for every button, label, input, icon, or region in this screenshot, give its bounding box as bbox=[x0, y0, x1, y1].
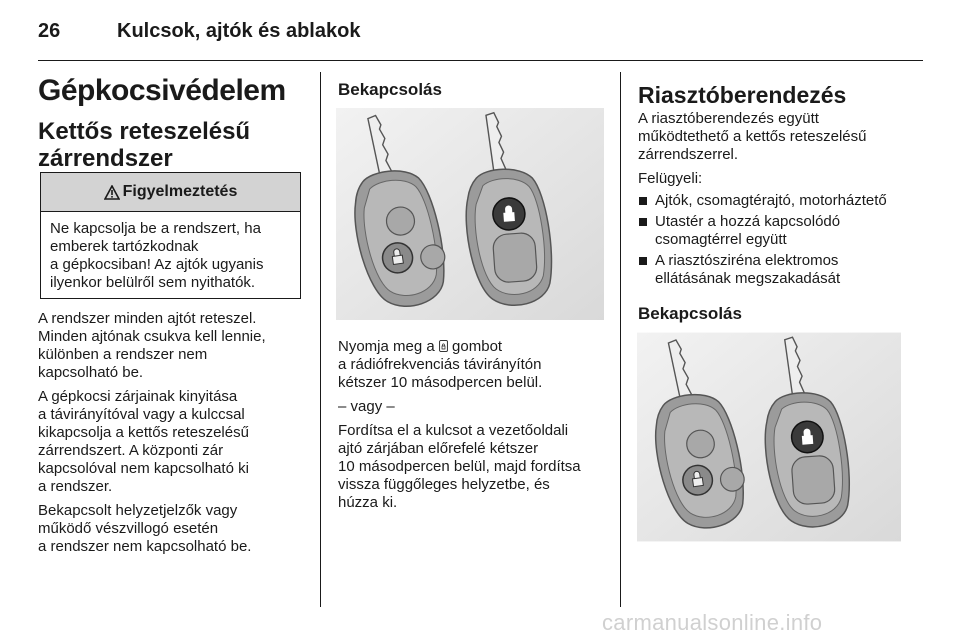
paragraph: Fordítsa el a kulcsot a vezetőoldali ajtó zárjában előrefelé kétszer 10 másodpercen belül, majd fordítsa vissza függőleges helyzetbe, és húzza ki. bbox=[338, 422, 581, 511]
left-body-text bbox=[38, 310, 313, 562]
column-divider bbox=[320, 72, 321, 607]
warning-box bbox=[40, 172, 301, 299]
warning-header bbox=[41, 173, 300, 212]
paragraph: A rendszer minden ajtót reteszel. Minden ajtónak csukva kell lennie, különben a rendszer nem kapcsolható be. bbox=[38, 310, 266, 381]
chapter-title: Kulcsok, ajtók és ablakok bbox=[117, 20, 361, 42]
middle-body-text bbox=[338, 338, 616, 518]
lock-symbol-icon bbox=[439, 340, 448, 352]
watermark: carmanualsonline.info bbox=[602, 610, 823, 635]
monitors-label: Felügyeli: bbox=[638, 170, 703, 187]
remote-key-illustration bbox=[336, 108, 604, 320]
warning-text: Ne kapcsolja be a rendszert, ha emberek tartózkodnak a gépkocsiban! Az ajtók ugyanis ilyenkor belülről sem nyithatók. bbox=[50, 220, 264, 291]
subsection-title: Kettős reteszelésű zárrendszer bbox=[38, 118, 251, 172]
paragraph: A riasztóberendezés együtt működtethető a kettős reteszelésű zárrendszerrel. bbox=[638, 110, 867, 163]
heading-activation: Bekapcsolás bbox=[338, 80, 442, 99]
section-title-alarm: Riasztóberendezés bbox=[638, 82, 847, 108]
section-title: Gépkocsivédelem bbox=[38, 74, 286, 107]
column-divider bbox=[620, 72, 621, 607]
list-item: A riasztósziréna elektromos ellátásának megszakadását bbox=[638, 252, 928, 288]
or-separator: – vagy – bbox=[338, 398, 395, 415]
warning-triangle-icon bbox=[104, 185, 120, 200]
warning-label: Figyelmeztetés bbox=[122, 183, 238, 200]
paragraph: Bekapcsolt helyzetjelzők vagy működő vészvillogó esetén a rendszer nem kapcsolható be. bbox=[38, 502, 252, 555]
paragraph: Nyomja meg a gombot a rádiófrekvenciás távirányítón kétszer 10 másodpercen belül. bbox=[338, 338, 543, 391]
unlock-button-icon bbox=[791, 455, 836, 505]
unlock-button-icon bbox=[492, 232, 537, 283]
header-rule bbox=[38, 60, 923, 61]
list-item: Utastér a hozzá kapcsolódó csomagtérrel együtt bbox=[638, 213, 928, 249]
page-number: 26 bbox=[38, 20, 61, 42]
right-body-text bbox=[638, 110, 928, 288]
remote-key-illustration-2 bbox=[637, 332, 901, 542]
list-item: Ajtók, csomagtérajtó, motorháztető bbox=[638, 192, 928, 210]
heading-activation-2: Bekapcsolás bbox=[638, 304, 742, 323]
paragraph: A gépkocsi zárjainak kinyitása a távirányítóval vagy a kulccsal kikapcsolja a kettős reteszelésű zárrendszert. A központi zár kapcsolóval nem kapcsolható ki a rendszer. bbox=[38, 388, 249, 495]
